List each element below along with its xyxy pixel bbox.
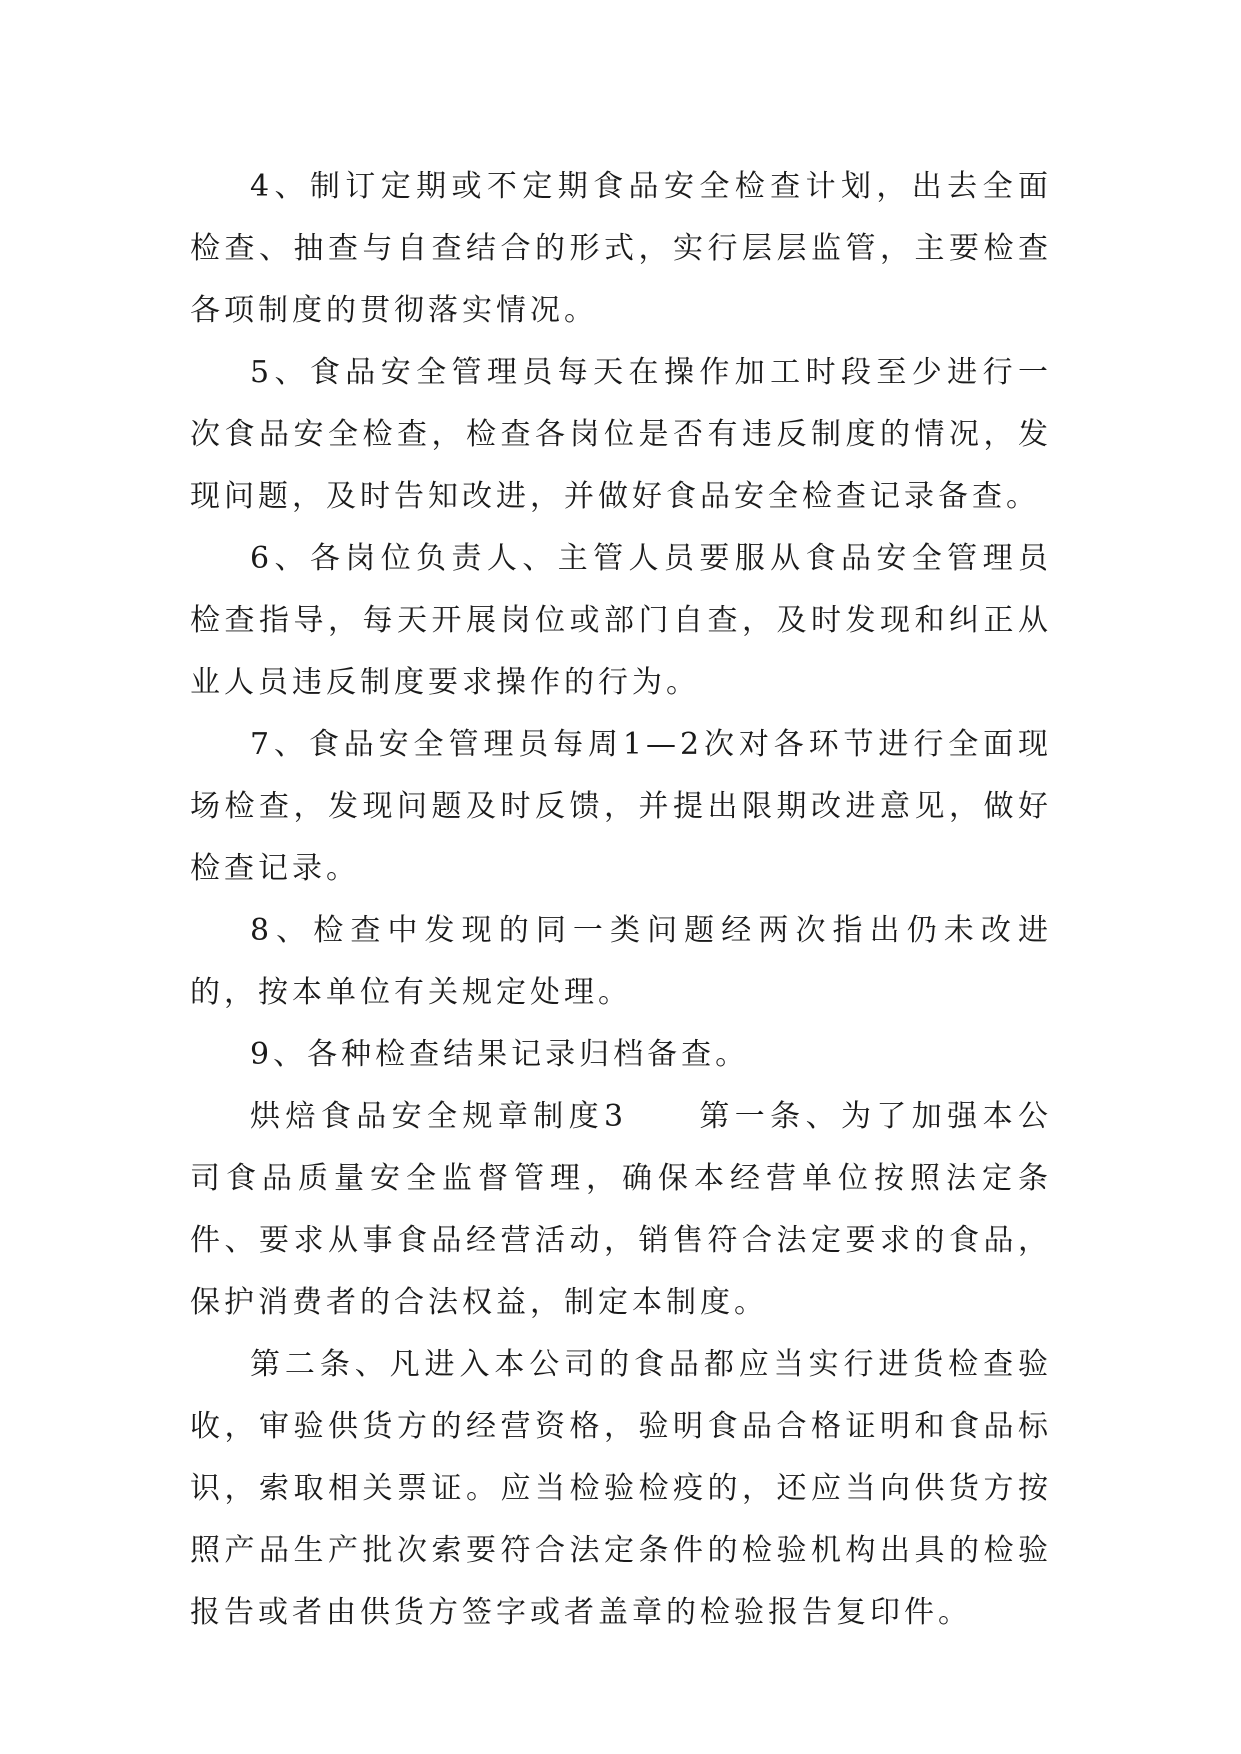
document-body bbox=[190, 156, 1052, 1644]
paragraph-item-4: 4、制订定期或不定期食品安全检查计划，出去全面检查、抽查与自查结合的形式，实行层层监管，主要检查各项制度的贯彻落实情况。 bbox=[190, 169, 1052, 328]
paragraph-item-9: 9、各种检查结果记录归档备查。 bbox=[250, 1037, 750, 1072]
paragraph-article-1: 烘焙食品安全规章制度3 第一条、为了加强本公司食品质量安全监督管理，确保本经营单位按照法定条件、要求从事食品经营活动，销售符合法定要求的食品，保护消费者的合法权益，制定本制度。 bbox=[190, 1099, 1052, 1320]
paragraph-item-6: 6、各岗位负责人、主管人员要服从食品安全管理员检查指导，每天开展岗位或部门自查，及时发现和纠正从业人员违反制度要求操作的行为。 bbox=[190, 541, 1052, 700]
paragraph-article-2: 第二条、凡进入本公司的食品都应当实行进货检查验收，审验供货方的经营资格，验明食品合格证明和食品标识，索取相关票证。应当检验检疫的，还应当向供货方按照产品生产批次索要符合法定条件的检验机构出具的检验报告或者由供货方签字或者盖章的检验报告复印件。 bbox=[190, 1347, 1052, 1630]
paragraph-item-5: 5、食品安全管理员每天在操作加工时段至少进行一次食品安全检查，检查各岗位是否有违反制度的情况，发现问题，及时告知改进，并做好食品安全检查记录备查。 bbox=[190, 355, 1052, 514]
paragraph-item-8: 8、检查中发现的同一类问题经两次指出仍未改进的，按本单位有关规定处理。 bbox=[190, 913, 1052, 1010]
paragraph-item-7: 7、食品安全管理员每周1—2次对各环节进行全面现场检查，发现问题及时反馈，并提出限期改进意见，做好检查记录。 bbox=[190, 727, 1052, 886]
